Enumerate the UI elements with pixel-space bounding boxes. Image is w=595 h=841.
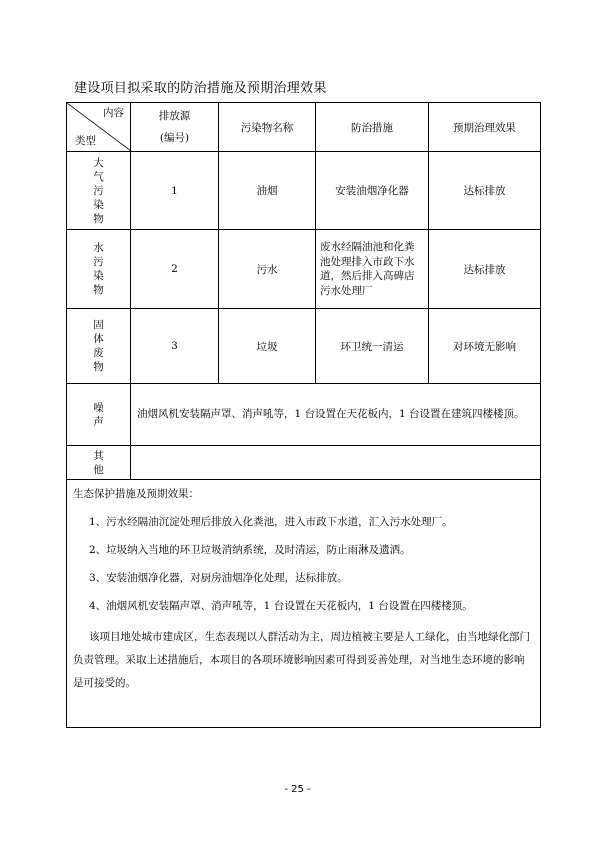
ecology-item: 1、污水经隔油沉淀处理后排放入化粪池，进入市政下水道，汇入污水处理厂。 [89, 516, 453, 528]
table-row-ecology [67, 480, 541, 728]
row-type: 噪声 [93, 401, 104, 428]
row-type-cell [67, 384, 131, 446]
row-source: 2 [131, 230, 219, 309]
ecology-item: 4、油烟风机安装隔声罩、消声吼等，1 台设置在天花板内，1 台设置在四楼楼顶。 [89, 600, 473, 612]
header-effect: 预期治理效果 [429, 103, 541, 152]
noise-measures-text: 油烟风机安装隔声罩、消声吼等，1 台设置在天花板内，1 台设置在建筑四楼楼顶。 [131, 384, 541, 446]
row-type: 水污染物 [93, 242, 104, 296]
table-row-other [67, 446, 541, 480]
ecology-cell [67, 480, 541, 728]
pollution-control-table [66, 102, 541, 728]
row-measure: 安装油烟净化器 [316, 152, 429, 230]
row-pollutant: 垃圾 [219, 309, 316, 384]
ecology-heading: 生态保护措施及预期效果： [73, 488, 199, 500]
row-pollutant: 污水 [219, 230, 316, 309]
header-source: 排放源 (编号) [131, 103, 219, 152]
row-type: 固体废物 [93, 319, 104, 373]
row-effect: 达标排放 [429, 230, 541, 309]
row-effect: 达标排放 [429, 152, 541, 230]
header-pollutant: 污染物名称 [219, 103, 316, 152]
table-row-solid [67, 309, 541, 384]
row-source: 1 [131, 152, 219, 230]
row-type-cell [67, 230, 131, 309]
ecology-item: 2、垃圾纳入当地的环卫垃圾消纳系统，及时清运，防止雨淋及遗洒。 [89, 544, 411, 556]
row-pollutant: 油烟 [219, 152, 316, 230]
header-measures: 防治措施 [316, 103, 429, 152]
section-title: 建设项目拟采取的防治措施及预期治理效果 [74, 81, 327, 96]
row-measure: 环卫统一清运 [316, 309, 429, 384]
other-text [131, 446, 541, 480]
row-type-cell [67, 152, 131, 230]
table-row-air [67, 152, 541, 230]
row-type-cell [67, 309, 131, 384]
diagonal-header-cell [67, 103, 131, 152]
header-row [67, 103, 541, 152]
header-type-label: 类型 [75, 135, 96, 147]
header-content-label: 内容 [103, 107, 124, 119]
row-type-cell [67, 446, 131, 480]
page-number: - 25 - [284, 784, 311, 795]
table-row-noise [67, 384, 541, 446]
row-type: 其他 [93, 449, 104, 476]
row-source: 3 [131, 309, 219, 384]
row-effect: 对环境无影响 [429, 309, 541, 384]
row-measure: 废水经隔油池和化粪池处理排入市政下水道，然后排入高碑店污水处理厂 [316, 230, 429, 309]
row-type: 大气污染物 [93, 156, 104, 225]
ecology-paragraph: 该项目地处城市建成区，生态表现以人群活动为主，周边植被主要是人工绿化，由当地绿化部门负责管理。采取上述措施后，本项目的各项环境影响因素可得到妥善处理，对当地生态环境的影响是可接受的。 [73, 631, 530, 689]
table-row-water [67, 230, 541, 309]
ecology-item: 3、安装油烟净化器，对厨房油烟净化处理，达标排放。 [89, 572, 348, 584]
